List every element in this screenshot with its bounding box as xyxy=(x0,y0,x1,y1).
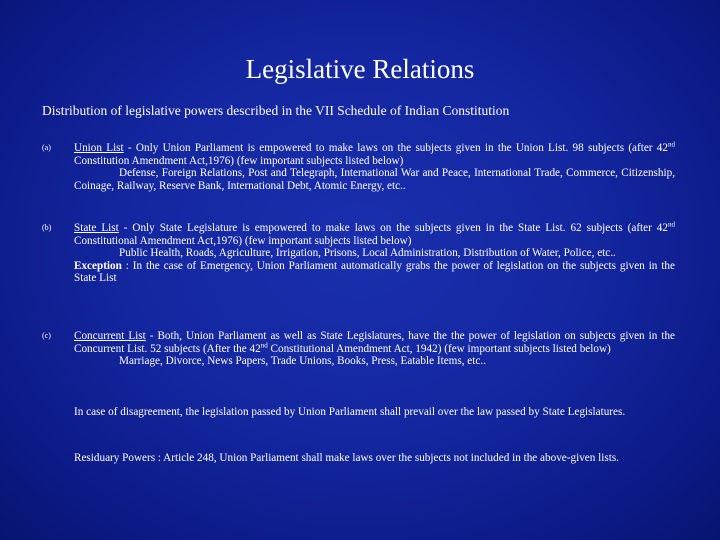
concurrent-list-text: - Both, Union Parliament as well as State Legislatures, have the the power of legislation on subjects given in the Concurrent List. 52 subjects (After the 42 xyxy=(74,330,675,355)
concurrent-list-text-cont: Constitutional Amendment Act, 1942) (few important subjects listed below) xyxy=(267,342,611,355)
exception-text: : In the case of Emergency, Union Parliament automatically grabs the power of legislation on the subjects given in the State List xyxy=(74,259,675,285)
ordinal-suffix: nd xyxy=(668,220,675,229)
concurrent-list-label: Concurrent List xyxy=(74,330,146,342)
concurrent-list-subjects: Marriage, Divorce, News Papers, Trade Unions, Books, Press, Eatable Items, etc.. xyxy=(119,355,486,368)
residuary-powers-note: Residuary Powers : Article 248, Union Parliament shall make laws over the subjects not included in the above-given lists. xyxy=(74,452,619,464)
item-marker: (b) xyxy=(42,223,52,232)
exception-label: Exception xyxy=(74,259,122,272)
state-list-text-cont: Constitutional Amendment Act,1976) (few important subjects listed below) xyxy=(74,234,412,247)
item-marker: (c) xyxy=(42,331,51,340)
ordinal-suffix: nd xyxy=(260,340,268,349)
state-list-subjects: Public Health, Roads, Agriculture, Irrigation, Prisons, Local Administration, Distribution of Water, Police, etc.. xyxy=(119,247,616,260)
item-body xyxy=(74,142,675,192)
item-body xyxy=(74,222,675,285)
union-list-label: Union List xyxy=(74,142,124,154)
disagreement-note: In case of disagreement, the legislation passed by Union Parliament shall prevail over the law passed by State Legislatures. xyxy=(74,406,626,418)
ordinal-suffix: nd xyxy=(668,140,675,149)
union-list-text-cont: Constitution Amendment Act,1976) (few important subjects listed below) xyxy=(74,154,404,167)
slide-title: Legislative Relations xyxy=(245,54,475,84)
union-list-subjects: Defense, Foreign Relations, Post and Telegraph, International War and Peace, International Trade, Commerce, Citizenship, Coinage, Railway, Reserve Bank, International Debt, Atomic Energy, etc.. xyxy=(74,167,675,192)
item-body xyxy=(74,330,675,368)
union-list-text: - Only Union Parliament is empowered to make laws on the subjects given in the Union List. 98 subjects (after 42 xyxy=(123,142,668,154)
state-list-text: - Only State Legislature is empowered to make laws on the subjects given in the State List. 62 subjects (after 42 xyxy=(118,222,668,234)
state-list-label: State List xyxy=(74,222,119,234)
item-marker: (a) xyxy=(42,143,51,152)
slide-subtitle: Distribution of legislative powers described in the VII Schedule of Indian Constitution xyxy=(42,103,510,118)
